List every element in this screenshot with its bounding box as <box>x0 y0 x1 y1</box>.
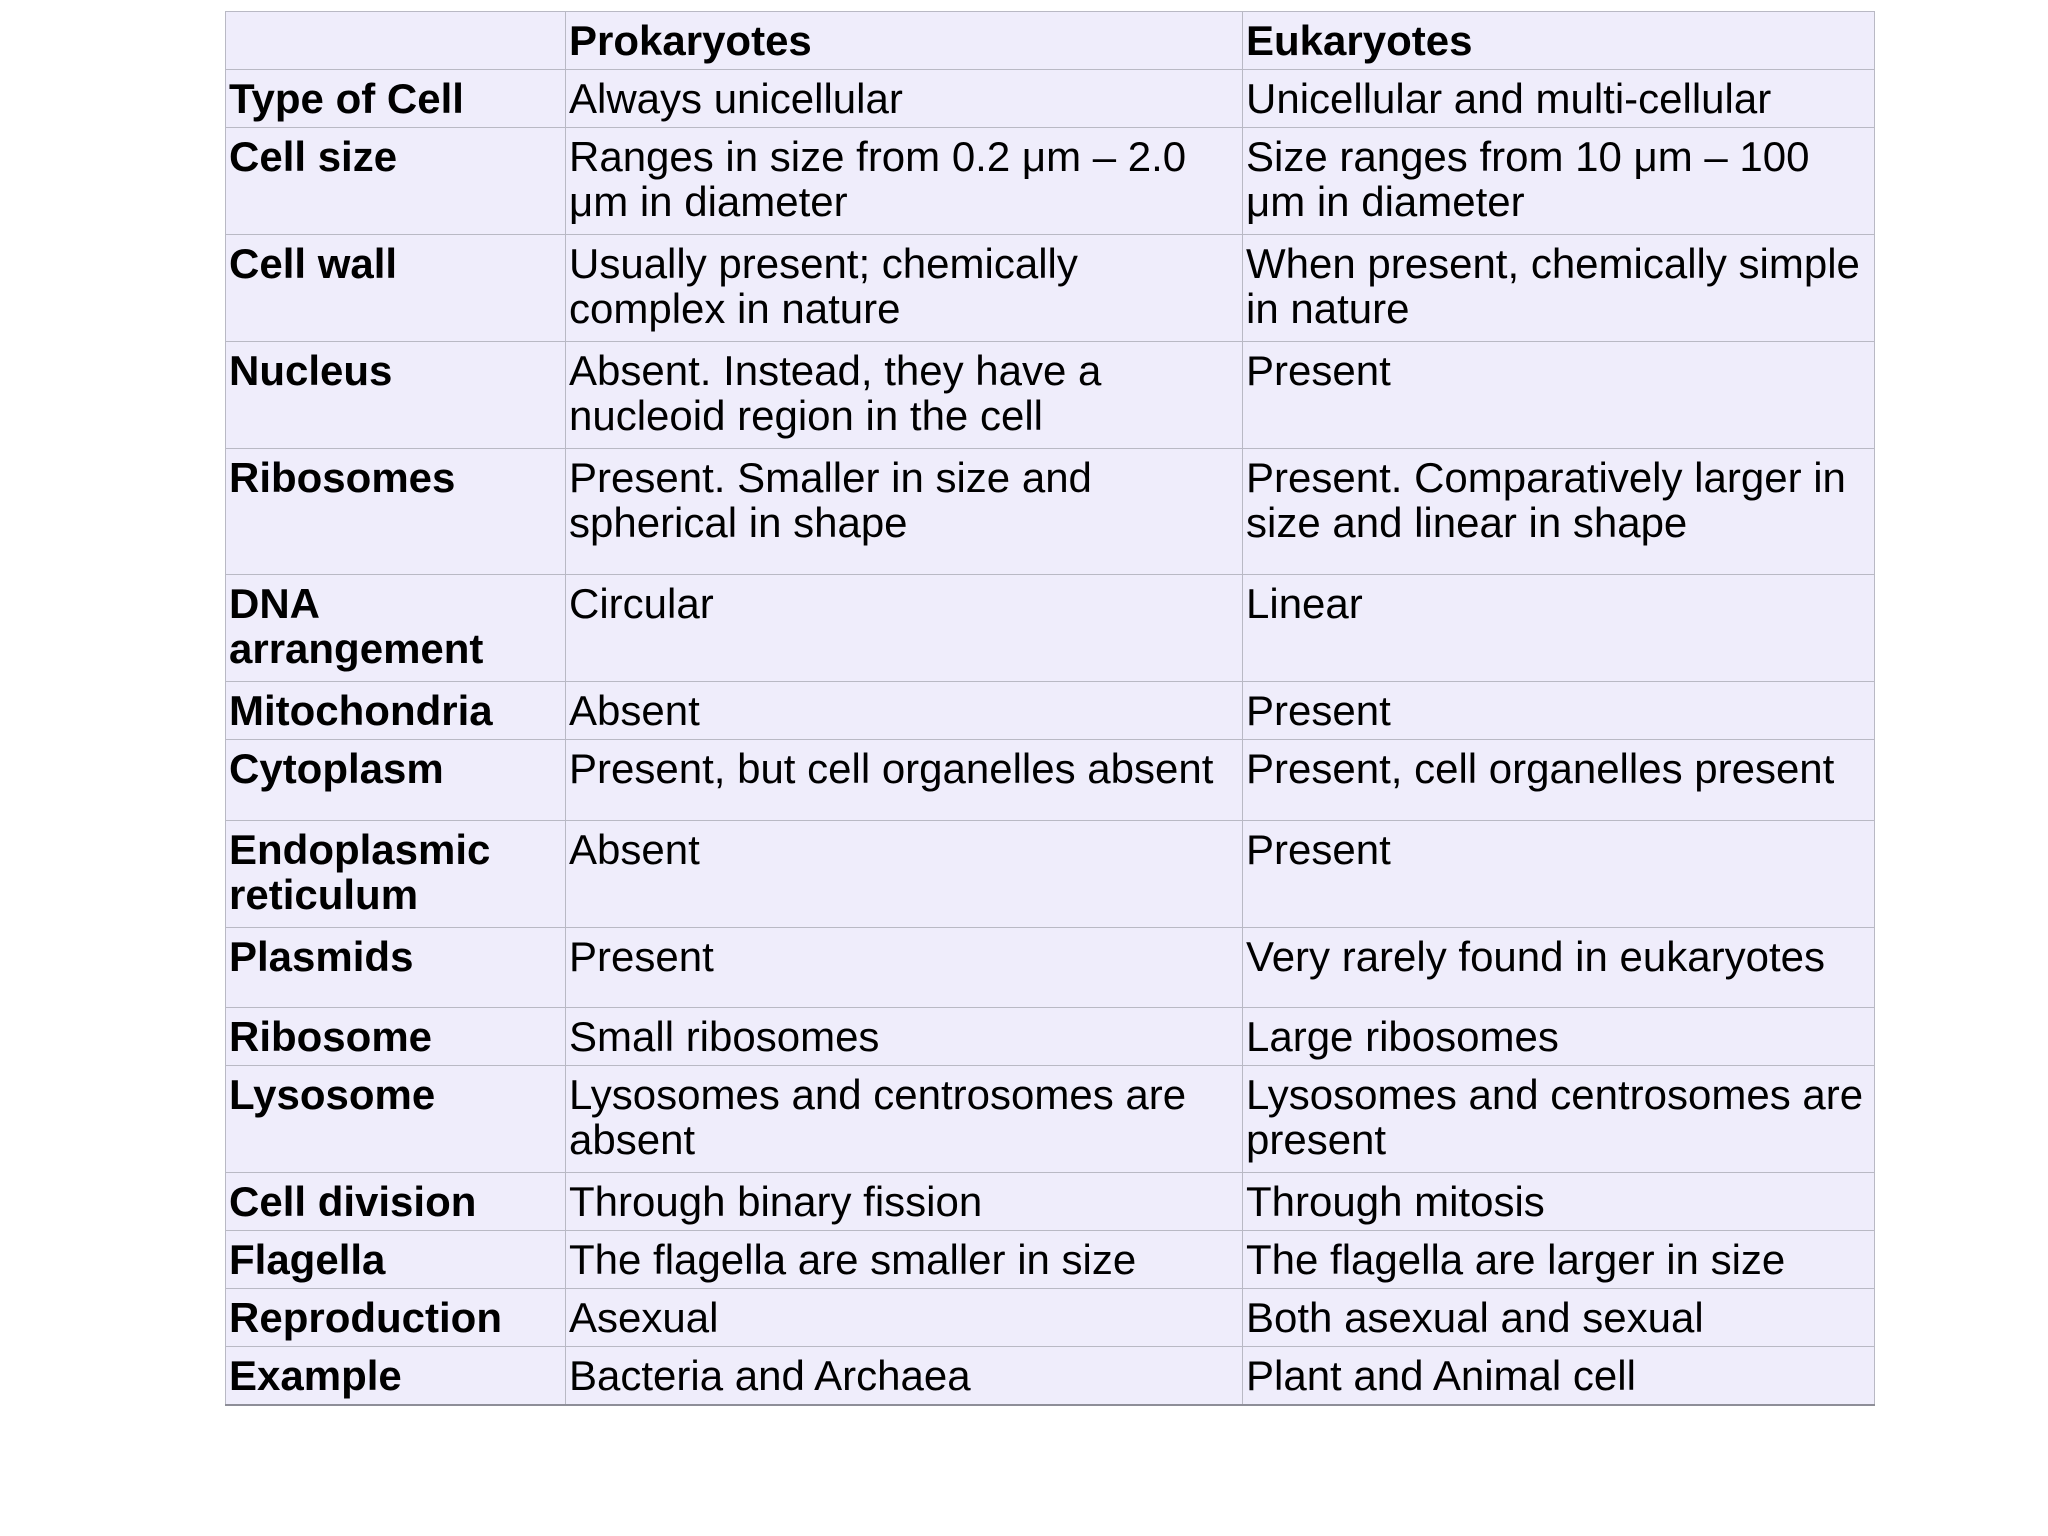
prokaryotes-cell: Always unicellular <box>566 70 1243 128</box>
row-label: Cell size <box>226 128 566 235</box>
table-row <box>226 928 1875 1008</box>
prokaryotes-cell: Absent <box>566 821 1243 928</box>
eukaryotes-cell: Both asexual and sexual <box>1243 1289 1875 1347</box>
row-label: Lysosome <box>226 1066 566 1173</box>
row-label: Endoplasmic reticulum <box>226 821 566 928</box>
prokaryotes-cell: Present, but cell organelles absent <box>566 740 1243 821</box>
row-label: Type of Cell <box>226 70 566 128</box>
prokaryotes-cell: Bacteria and Archaea <box>566 1347 1243 1405</box>
prokaryotes-cell: Present. Smaller in size and spherical in shape <box>566 449 1243 575</box>
table-row <box>226 1008 1875 1066</box>
prokaryotes-cell: Usually present; chemically complex in nature <box>566 235 1243 342</box>
row-label: Ribosomes <box>226 449 566 575</box>
row-label: Nucleus <box>226 342 566 449</box>
eukaryotes-cell: Plant and Animal cell <box>1243 1347 1875 1405</box>
row-label: Plasmids <box>226 928 566 1008</box>
prokaryotes-cell: Asexual <box>566 1289 1243 1347</box>
eukaryotes-cell: Present <box>1243 682 1875 740</box>
row-label: Cell division <box>226 1173 566 1231</box>
prokaryotes-cell: Circular <box>566 575 1243 682</box>
table-row <box>226 821 1875 928</box>
table-row <box>226 1173 1875 1231</box>
prokaryotes-cell: Ranges in size from 0.2 μm – 2.0 μm in diameter <box>566 128 1243 235</box>
eukaryotes-cell: Present, cell organelles present <box>1243 740 1875 821</box>
eukaryotes-cell: Through mitosis <box>1243 1173 1875 1231</box>
table-row <box>226 128 1875 235</box>
table-row <box>226 235 1875 342</box>
eukaryotes-cell: Very rarely found in eukaryotes <box>1243 928 1875 1008</box>
table-row <box>226 449 1875 575</box>
prokaryotes-cell: Through binary fission <box>566 1173 1243 1231</box>
table-row <box>226 1347 1875 1405</box>
prokaryotes-cell: Present <box>566 928 1243 1008</box>
row-label: DNA arrangement <box>226 575 566 682</box>
row-label: Flagella <box>226 1231 566 1289</box>
table-row <box>226 575 1875 682</box>
prokaryotes-cell: Small ribosomes <box>566 1008 1243 1066</box>
prokaryotes-cell: Lysosomes and centrosomes are absent <box>566 1066 1243 1173</box>
row-label: Reproduction <box>226 1289 566 1347</box>
table-row <box>226 682 1875 740</box>
eukaryotes-cell: The flagella are larger in size <box>1243 1231 1875 1289</box>
eukaryotes-cell: Present <box>1243 342 1875 449</box>
header-row <box>226 12 1875 70</box>
eukaryotes-cell: Large ribosomes <box>1243 1008 1875 1066</box>
eukaryotes-cell: Lysosomes and centrosomes are present <box>1243 1066 1875 1173</box>
table-row <box>226 70 1875 128</box>
table-row <box>226 1231 1875 1289</box>
row-label: Cell wall <box>226 235 566 342</box>
table-row <box>226 740 1875 821</box>
comparison-table <box>225 11 1875 1406</box>
table-row <box>226 1289 1875 1347</box>
row-label: Mitochondria <box>226 682 566 740</box>
eukaryotes-cell: Present. Comparatively larger in size and linear in shape <box>1243 449 1875 575</box>
eukaryotes-cell: Linear <box>1243 575 1875 682</box>
eukaryotes-cell: Unicellular and multi-cellular <box>1243 70 1875 128</box>
row-label: Cytoplasm <box>226 740 566 821</box>
header-empty-cell <box>226 12 566 70</box>
eukaryotes-cell: Size ranges from 10 μm – 100 μm in diameter <box>1243 128 1875 235</box>
eukaryotes-cell: When present, chemically simple in nature <box>1243 235 1875 342</box>
prokaryotes-cell: The flagella are smaller in size <box>566 1231 1243 1289</box>
prokaryotes-cell: Absent. Instead, they have a nucleoid region in the cell <box>566 342 1243 449</box>
table-row <box>226 1066 1875 1173</box>
eukaryotes-cell: Present <box>1243 821 1875 928</box>
row-label: Example <box>226 1347 566 1405</box>
prokaryotes-cell: Absent <box>566 682 1243 740</box>
row-label: Ribosome <box>226 1008 566 1066</box>
header-prokaryotes: Prokaryotes <box>566 12 1243 70</box>
table-row <box>226 342 1875 449</box>
header-eukaryotes: Eukaryotes <box>1243 12 1875 70</box>
